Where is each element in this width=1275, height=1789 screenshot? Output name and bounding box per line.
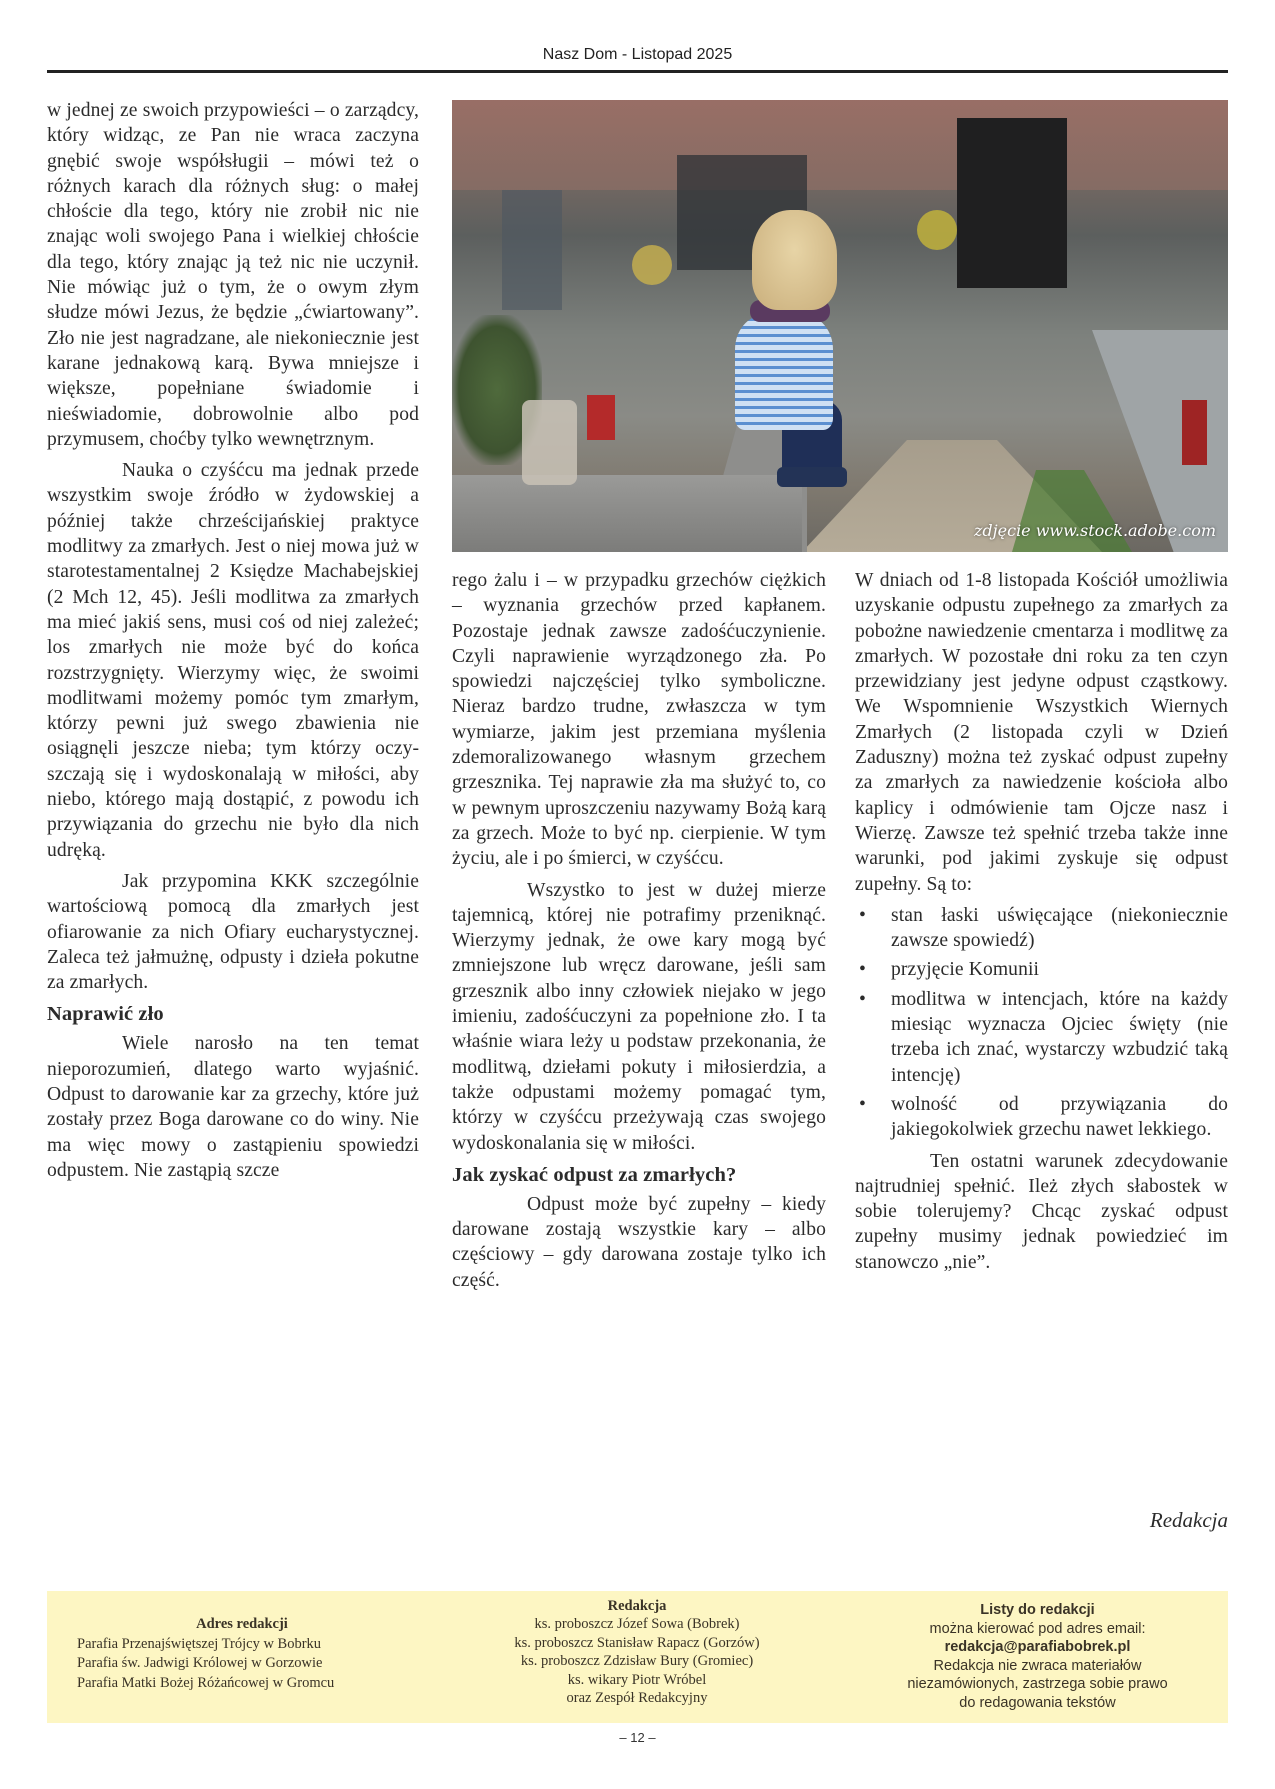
photo-caption: zdjęcie www.stock.adobe.com [974, 521, 1216, 540]
article-column-middle [452, 568, 826, 1299]
footer-letters-title: Listy do redakcji [980, 1602, 1095, 1618]
footer-letters-line: można kierować pod adres email: [929, 1620, 1146, 1637]
footer-editorial-line: ks. proboszcz Józef Sowa (Bobrek) [534, 1616, 740, 1633]
section-heading-jak-zyskac-odpust: Jak zyskać odpust za zmarłych? [452, 1163, 737, 1186]
footer-editorial-title: Redakcja [607, 1598, 667, 1614]
conditions-list [855, 903, 1228, 1143]
running-header-title: Nasz Dom - Listopad 2025 [542, 46, 733, 63]
paragraph: Jak przypomina KKK szczególnie wartościową pomocą dla zmarłych jest ofiarowanie za nich Ofiary eucharystycznej. Zaleca też jałmużnę, odpusty i dzieła pokutne za zmarłych. [47, 870, 419, 994]
section-heading-naprawic-zlo: Naprawić zło [47, 1003, 164, 1026]
footer-letters [847, 1601, 1228, 1712]
footer-email-link[interactable]: redakcja@parafiabobrek.pl [944, 1639, 1131, 1655]
paragraph: w jednej ze swoich przypowieści – o zarządcy, który widząc, ze Pan nie wraca zaczyna gnębić swoje współsługii – mówi też o różnych karach dla różnych sług: o małej chłoście dla tego, który nie zrobił nic nie znając woli swojego Pana i wielkiej chłoście dla tego, który znając ją też nic nie uczynił. Nie mówiąc już o tym, że o owym złym słudze mówi Jezus, że będzie „ćwiartowany”. Zło nie jest nagradzane, ale niekoniecznie jest karane jednakową karą. Bywa mniejsze i większe, popełniane świadomie i nieświadomie, dobrowolnie albo pod przymusem, choćby tylko wewnętrznym. [47, 100, 419, 450]
list-item: • wolność od przywiązania do jakiegokolwiek grzechu nawet lekkiego. [855, 1092, 1228, 1143]
footer-letters-line: niezamówionych, zastrzega sobie prawo [907, 1676, 1168, 1692]
list-item: • modlitwa w intencjach, które na każdy miesiąc wyznacza Ojciec święty (nie trzeba ich znać, wystarczy wzbudzić taką intencję) [855, 987, 1228, 1088]
page-number: – 12 – [619, 1730, 656, 1745]
footer-address-line: Parafia Matki Bożej Różańcowej w Gromcu [77, 1674, 335, 1691]
footer-editorial-line: ks. wikary Piotr Wróbel [567, 1671, 707, 1688]
article-column-left [47, 98, 419, 1189]
footer-editorial [432, 1597, 842, 1707]
cemetery-photo [452, 100, 1228, 552]
paragraph: W dniach od 1-8 listopada Kościół umożliwia uzyskanie odpustu zupełnego za zmarłych za pobożne nawiedzenie cmentarza i modlitwę za zmarłych. W pozostałe dni roku za ten czyn przewidziany jest jedyne odpust cząstkowy. We Wspomnienie Wszystkich Wiernych Zmarłych (2 listopada czyli w Dzień Zaduszny) można też zyskać odpust zupełny za zmarłych za nawiedzenie kościoła albo kaplicy i odmówienie tam Ojcze nasz i Wierzę. Zawsze też spełnić trzeba także inne warunki, pod jakimi zyskuje się odpust zupełny. Są to: [855, 570, 1228, 895]
masthead-footer [47, 1591, 1228, 1723]
header-rule [47, 70, 1228, 73]
paragraph: Wiele narosło na ten temat nieporozumień, dlatego warto wyjaśnić. Odpust to darowanie kar za grzechy, które już zostały przez Boga darowane co do winy. Nie ma więc mowy o zastąpieniu spowiedzi odpustem. Nie zastąpią szcze [47, 1033, 419, 1181]
footer-editorial-line: ks. proboszcz Stanisław Rapacz (Gorzów) [514, 1634, 760, 1651]
paragraph: Odpust może być zupełny – kiedy darowane zostają wszystkie kary – albo częściowy – gdy darowana zostaje tylko ich część. [452, 1193, 826, 1291]
footer-address-title: Adres redakcji [196, 1616, 288, 1632]
article-signature: Redakcja [1149, 1508, 1228, 1532]
article-column-right [855, 568, 1228, 1281]
paragraph: Nauka o czyśćcu ma jednak przede wszystkim swoje źródło w żydowskiej a później także chrześcijańskiej praktyce modlitwy za zmarłych. Jest o niej mowa już w starotestamentalnej 2 Księdze Machabejskiej (2 Mch 12, 45). Jeśli modlitwa za zmarłych ma mieć jakiś sens, musi coś od niej zależeć; los zmarłych nie może być do końca rozstrzygnięty. Wierzymy więc, że swoimi modlitwami możemy pomóc tym zmarłym, którzy pewni już swego zbawienia nie osiągnęli jeszcze nieba; tym którzy oczyszczają się i wydoskonalają w miłości, aby niebo, którego mają dostąpić, z powodu ich przywiązania do grzechu nie było dla nich udręką. [47, 460, 419, 861]
list-item: • przyjęcie Komunii [855, 957, 1228, 982]
paragraph: Wszystko to jest w dużej mierze tajemnicą, której nie potrafimy przeniknąć. Wierzymy jednak, że owe kary mogą być zmniejszone lub wręcz darowane, jeśli sam grzesznik albo inny człowiek niejako w jego imieniu, zadośćuczyni za popełnione zło. I ta właśnie wiara leży u podstaw przekonania, że modlitwą, dziełami pokuty i miłosierdzia, a także odpustami możemy pomagać tym, którzy w czyśćcu przeżywają czas swojego wydoskonalania się w miłości. [452, 879, 826, 1154]
footer-letters-line: Redakcja nie zwraca materiałów [933, 1657, 1142, 1674]
list-item: • stan łaski uświęcające (niekoniecznie zawsze spowiedź) [855, 903, 1228, 954]
footer-editorial-line: ks. proboszcz Zdzisław Bury (Gromiec) [520, 1653, 754, 1670]
paragraph: Ten ostatni warunek zdecydowanie najtrudniej spełnić. Ileż złych słabostek w sobie tolerujemy? Chcąc zyskać odpust zupełny musimy jednak powiedzieć im stanowczo „nie”. [855, 1150, 1228, 1273]
footer-address [47, 1615, 437, 1693]
footer-letters-line: do redagowania tekstów [959, 1694, 1116, 1711]
footer-address-line: Parafia Przenajświętszej Trójcy w Bobrku [77, 1635, 322, 1652]
paragraph: rego żalu i – w przypadku grzechów ciężkich – wyznania grzechów przed kapłanem. Pozostaje jednak zawsze zadośćuczynienie. Czyli naprawienie wyrządzonego zła. Po spowiedzi najczęściej tylko symboliczne. Nieraz bardzo trudne, zwłaszcza w tym wymiarze, jakim jest przemiana myślenia zdemoralizowanego własnym grzechem grzesznika. Tej naprawie zła ma służyć to, co w pewnym uproszczeniu nazywamy Bożą karą za grzech. Może to być np. cierpienie. W tym życiu, ale i po śmierci, w czyśćcu. [452, 570, 826, 870]
footer-address-line: Parafia św. Jadwigi Królowej w Gorzowie [77, 1655, 323, 1671]
footer-editorial-line: oraz Zespół Redakcyjny [566, 1690, 708, 1707]
